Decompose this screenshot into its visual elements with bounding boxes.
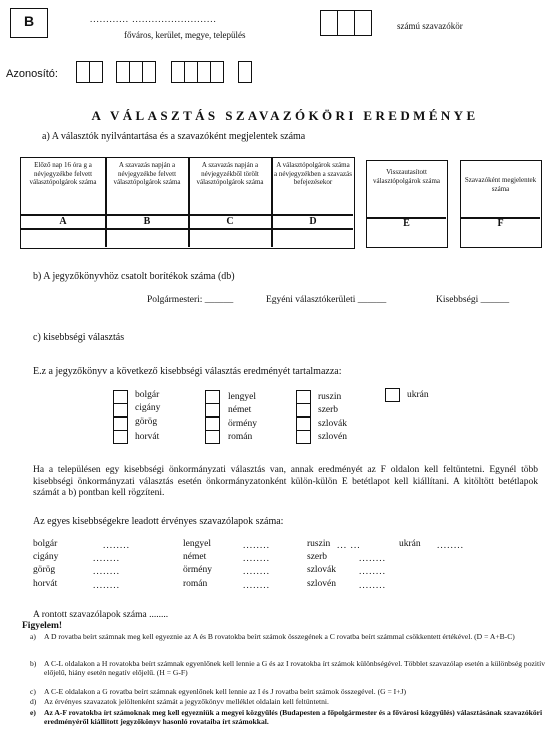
- minority-envelopes[interactable]: Kisebbségi ______: [436, 295, 510, 305]
- vote-value[interactable]: ........: [103, 541, 130, 551]
- location-dots: ............ ..........................: [90, 14, 217, 24]
- id-digit-box[interactable]: [171, 61, 185, 83]
- note-text: A C-E oldalakon a G rovatba beírt számnak egyenlőnek kell lennie az I és J rovatba beírt számok összegével. (G = I+J): [44, 687, 406, 696]
- vote-label: bolgár: [33, 539, 58, 549]
- note-label: b): [30, 659, 37, 668]
- col-c-letter: C: [226, 216, 234, 227]
- note-label: c): [30, 687, 36, 696]
- vote-label: szerb: [307, 552, 328, 562]
- note-text: A D rovatba beírt számnak meg kell egyeznie az A és B rovatokba beírt számok összegének a C rovatba beírt számmal csökkentett értékével. (D = A+B-C): [44, 632, 515, 641]
- col-b-value[interactable]: [107, 230, 187, 246]
- votes-grid: [0, 539, 554, 599]
- minority-label: ruszin: [318, 392, 342, 402]
- vote-value[interactable]: ........: [243, 581, 270, 591]
- minority-checkbox-gorog[interactable]: [113, 417, 128, 431]
- col-a-header: Előző nap 16 óra g a névjegyzékbe felvett választópolgárok száma: [29, 161, 97, 186]
- vote-value[interactable]: ... ...: [337, 541, 361, 551]
- minority-checkbox-szerb[interactable]: [296, 403, 311, 417]
- id-label: Azonosító:: [6, 68, 58, 80]
- note-item: [30, 708, 550, 726]
- col-f-letter: F: [497, 218, 504, 229]
- section-c-label: c) kisebbségi választás: [33, 332, 125, 343]
- vote-label: cigány: [33, 552, 59, 562]
- minority-label: ukrán: [407, 390, 429, 400]
- id-digit-box[interactable]: [142, 61, 156, 83]
- note-label: d): [30, 697, 37, 706]
- note-text: A C-L oldalakon a H rovatokba beírt számnak egyenlőnek kell lennie a G és az I rovatokba írt számok különbségével. Többlet szavazólap esetén a különbség pozitív előjelű, hiány esetén negatív előjelű. (H = G-F): [44, 659, 546, 678]
- minority-checkbox-ukran[interactable]: [385, 388, 400, 402]
- minority-label: lengyel: [228, 392, 256, 402]
- vote-label: örmény: [183, 565, 213, 575]
- id-digit-box[interactable]: [89, 61, 103, 83]
- vote-value[interactable]: ........: [93, 554, 120, 564]
- minority-checkbox-bolgar[interactable]: [113, 390, 128, 404]
- section-b-label: b) A jegyzőkönyvhöz csatolt borítékok száma (db): [33, 271, 235, 282]
- minority-checkbox-szlovak[interactable]: [296, 417, 311, 431]
- minority-checkbox-ruszin[interactable]: [296, 390, 311, 404]
- vote-label: ukrán: [399, 539, 421, 549]
- note-item: [30, 687, 550, 696]
- vote-value[interactable]: ........: [359, 581, 386, 591]
- minority-checkbox-lengyel[interactable]: [205, 390, 220, 404]
- district-suffix: számú szavazókör: [397, 21, 463, 31]
- minority-intro: E.z a jegyzőkönyv a következő kisebbségi választás eredményét tartalmazza:: [33, 366, 342, 377]
- vote-value[interactable]: ........: [359, 554, 386, 564]
- col-e-box: [366, 160, 448, 248]
- minority-label: örmény: [228, 419, 258, 429]
- minority-paragraph: Ha a településen egy kisebbségi önkormányzati választás van, annak eredményét az F oldalon kell feltüntetni. Egynél több kisebbségi önkormányzati választás esetén önkormányzatonként külön-külön E betétlapot kell kiállítani. A kitöltött betétlapok számát a b) pontban kell rögzíteni.: [33, 465, 538, 498]
- col-e-value[interactable]: [368, 231, 445, 246]
- col-e-letter: E: [403, 218, 410, 229]
- note-label: a): [30, 632, 36, 641]
- note-item: [30, 697, 550, 706]
- minority-label: szerb: [318, 405, 339, 415]
- col-d-value[interactable]: [273, 230, 353, 246]
- minority-label: román: [228, 432, 253, 442]
- minority-checkbox-cigany[interactable]: [113, 403, 128, 417]
- id-digit-box[interactable]: [129, 61, 143, 83]
- vote-label: ruszin: [307, 539, 331, 549]
- vote-label: lengyel: [183, 539, 211, 549]
- vote-value[interactable]: ........: [243, 541, 270, 551]
- minority-checkbox-horvat[interactable]: [113, 430, 128, 444]
- col-f-box: [460, 160, 542, 248]
- form-code-box: [10, 8, 48, 38]
- minority-checkbox-szloven[interactable]: [296, 430, 311, 444]
- col-c-value[interactable]: [190, 230, 270, 246]
- minority-label: horvát: [135, 432, 160, 442]
- vote-label: szlovén: [307, 579, 337, 589]
- minority-label: bolgár: [135, 390, 160, 400]
- col-f-header: Szavazóként megjelentek száma: [464, 176, 537, 193]
- notes-heading: Figyelem!: [22, 621, 63, 631]
- section-a-label: a) A választók nyilvántartása és a szavazóként megjelentek száma: [42, 131, 306, 142]
- col-d-letter: D: [309, 216, 317, 227]
- votes-intro: Az egyes kisebbségekre leadott érvényes szavazólapok száma:: [33, 516, 284, 527]
- district-digit-box[interactable]: [320, 10, 338, 36]
- minority-checkbox-nemet[interactable]: [205, 403, 220, 417]
- col-e-header: Visszautasított választópolgárok száma: [372, 168, 441, 185]
- registry-table: [20, 157, 355, 249]
- note-label: e): [30, 708, 36, 717]
- col-c-header: A szavazás napján a névjegyzékből törölt választópolgárok száma: [196, 161, 264, 186]
- location-label: főváros, kerület, megye, település: [124, 30, 246, 40]
- col-d-header: A választópolgárok száma a névjegyzékben a szavazás befejezésekor: [274, 161, 352, 186]
- id-digit-box[interactable]: [210, 61, 224, 83]
- vote-label: horvát: [33, 579, 58, 589]
- minority-checklist: [0, 388, 554, 450]
- vote-label: német: [183, 552, 207, 562]
- minority-checkbox-ormeny[interactable]: [205, 417, 220, 431]
- vote-value[interactable]: ........: [93, 567, 120, 577]
- note-item: [30, 659, 550, 677]
- page-title: A VÁLASZTÁS SZAVAZÓKÖRI EREDMÉNYE: [91, 108, 479, 123]
- vote-value[interactable]: ........: [93, 581, 120, 591]
- col-b-letter: B: [143, 216, 151, 227]
- col-f-value[interactable]: [462, 231, 539, 246]
- vote-value[interactable]: ........: [437, 541, 464, 551]
- col-b-header: A szavazás napján a névjegyzékbe felvett választópolgárok száma: [113, 161, 181, 186]
- minority-label: görög: [135, 417, 158, 427]
- id-digit-box[interactable]: [184, 61, 198, 83]
- note-text: Az érvényes szavazatok jelöltenként számát a jegyzőkönyv melléklet oldalain kell feltüntetni.: [44, 697, 329, 706]
- combined-envelopes[interactable]: Egyéni választókerületi ______: [266, 295, 387, 305]
- id-digit-box[interactable]: [76, 61, 90, 83]
- col-a-value[interactable]: [23, 230, 103, 246]
- vote-value[interactable]: ........: [243, 554, 270, 564]
- id-digit-box[interactable]: [116, 61, 130, 83]
- minority-label: cigány: [135, 403, 161, 413]
- district-digit-box[interactable]: [354, 10, 372, 36]
- mayor-envelopes[interactable]: Polgármesteri: ______: [147, 295, 234, 305]
- broken-ballots[interactable]: A rontott szavazólapok száma ........: [33, 610, 169, 620]
- minority-label: szlovák: [318, 419, 348, 429]
- minority-label: német: [228, 405, 252, 415]
- vote-label: román: [183, 579, 208, 589]
- minority-checkbox-roman[interactable]: [205, 430, 220, 444]
- note-text: Az A-F rovatokba írt számoknak meg kell egyezniük a megyei közgyűlés (Budapesten a főpolgármester és a fővárosi közgyűlés) választásának szavazóköri eredményéről kiállított jegyzőkönyv hasonló rovataiba írt számokkal.: [44, 708, 543, 727]
- vote-value[interactable]: ........: [243, 567, 270, 577]
- note-item: [30, 632, 550, 641]
- minority-label: szlovén: [318, 432, 348, 442]
- district-digit-box[interactable]: [337, 10, 355, 36]
- id-digit-box[interactable]: [197, 61, 211, 83]
- vote-label: görög: [33, 565, 56, 575]
- id-digit-box[interactable]: [238, 61, 252, 83]
- vote-value[interactable]: ........: [359, 567, 386, 577]
- notes-list: [30, 632, 550, 750]
- form-code: B: [23, 13, 35, 29]
- vote-label: szlovák: [307, 565, 337, 575]
- col-a-letter: A: [59, 216, 67, 227]
